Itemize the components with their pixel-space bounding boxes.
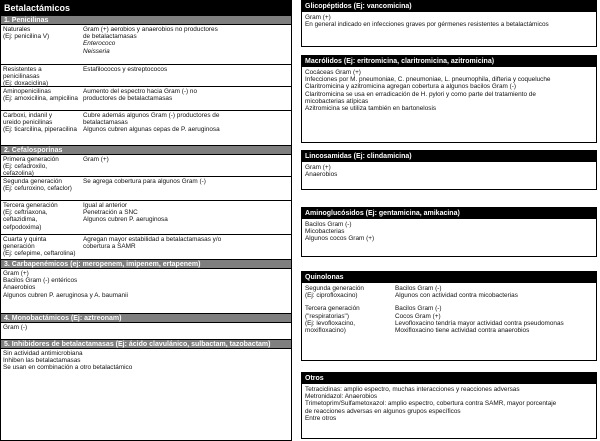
text-line: Anaerobios (305, 171, 338, 179)
text-line: Cubre además algunos Gram (-) productores de (83, 112, 220, 119)
table-row (1, 65, 291, 87)
box-content (302, 67, 596, 114)
box-title: Aminoglucósidos (Ej: gentamicina, amikacina) (302, 208, 596, 219)
text-line: Bacilos Gram (-) (305, 221, 352, 228)
text-line: (Ej: ticarcilina, piperacilina (3, 126, 77, 134)
penicilinas-table (1, 25, 291, 145)
text-line: betalactamasas (83, 119, 128, 127)
box-title: Macrólidos (Ej: eritromicina, claritromicina, azitromicina) (302, 56, 596, 67)
text-line: ureido penicilinas (3, 119, 53, 127)
text-line: Segunda generación (305, 285, 364, 292)
row-value (81, 87, 291, 110)
text-line: Gram (-) (3, 324, 28, 331)
section-header-cefalosporinas: 2. Cefalosporinas (1, 145, 291, 155)
table-row (1, 235, 291, 259)
row-label (1, 177, 81, 200)
row-label (1, 201, 81, 234)
text-line: cefpodoxima) (3, 223, 42, 231)
text-line: Cuarta y quinta generación (3, 236, 49, 251)
text-line: Primera generación (3, 156, 59, 163)
section-header-monobactamicos: 4. Monobactámicos (Ej: aztreonam) (1, 313, 291, 323)
carbapenemicos-content (1, 269, 291, 313)
text-line: (Ej: cefuroxino, cefaclor) (3, 185, 72, 193)
table-row (1, 87, 291, 111)
text-line: Igual al anterior (83, 202, 128, 209)
text-line: Algunos cubren P. aeruginosa (83, 216, 168, 224)
text-line: Metronidazol: Anaerobios (305, 393, 378, 401)
box-content (302, 12, 596, 30)
text-line: Bacilos Gram (-) (395, 305, 442, 313)
cefalosporinas-table (1, 155, 291, 259)
text-line: Algunos con actividad contra micobacterias (395, 292, 518, 300)
table-row (1, 177, 291, 201)
text-line: Cocos Gram (+) (395, 312, 441, 320)
text-line: Tercera generación (305, 305, 360, 313)
text-line: (Ej: penicilina V) (3, 33, 50, 41)
box-title: Otros (302, 373, 596, 384)
box-content (302, 162, 596, 180)
text-line: micobacterias atípicas (305, 97, 369, 105)
text-line: Enterococo (83, 40, 116, 48)
text-line: Moxifloxacino tiene actividad contra anaerobios (395, 327, 530, 335)
text-line: Gram (+) (305, 14, 331, 21)
box-content (302, 384, 596, 424)
text-line: Agregan mayor estabilidad a betalactamasas y/o (83, 236, 222, 243)
text-line: (Ej: ciprofloxacino) (305, 292, 358, 300)
row-value (81, 235, 291, 259)
text-line: ("respiratorias") (305, 312, 349, 320)
text-line: Bacilos Gram (-) (395, 285, 442, 292)
row-label (1, 235, 81, 259)
text-line: cobertura a SAMR (83, 243, 136, 251)
box-content (302, 283, 596, 336)
monobactamicos-content (1, 323, 291, 339)
glicopeptidos-box (301, 0, 597, 47)
text-line: Gram (+) (83, 156, 109, 163)
text-line: (Ej: ceftriaxona, ceftazidima, (3, 209, 50, 224)
macrolidos-box (301, 55, 597, 143)
text-line: Resistentes a penicilinasas (3, 66, 44, 81)
text-line: Naturales (3, 26, 31, 33)
row-value (81, 155, 291, 176)
table-row (305, 305, 593, 334)
row-value (81, 201, 291, 234)
text-line: Algunos cubren P. aeruginosa y A. baumanii (3, 291, 128, 299)
text-line: Aminopenicilinas (3, 88, 51, 95)
row-value (395, 305, 593, 334)
text-line: Estafilococos y estreptococos (83, 66, 168, 73)
text-line: Inhiben las betalactamasas (3, 357, 81, 365)
row-value (81, 177, 291, 200)
table-row (1, 201, 291, 235)
box-content (302, 219, 596, 245)
table-row (1, 155, 291, 177)
text-line: Cocáceas Gram (+) (305, 69, 361, 76)
text-line: Gram (+) aerobios y anaerobios no productores (83, 26, 218, 33)
row-label (305, 285, 395, 299)
text-line: Entre otros (305, 414, 337, 422)
box-title: Quinolonas (302, 272, 596, 283)
text-line: Levofloxacino tendría mayor actividad contra pseudomonas (395, 319, 564, 327)
quinolonas-box (301, 271, 597, 361)
text-line: de reacciones adversas en algunos grupos específicos (305, 407, 461, 415)
table-row (1, 111, 291, 145)
panel-title: Betalactámicos (1, 1, 291, 15)
section-header-penicilinas: 1. Penicilinas (1, 15, 291, 25)
text-line: moxifloxacino) (305, 327, 346, 335)
text-line: Trimetoprim/Sulfametoxazol: amplio espectro, cobertura contra SAMR, mayor porcentaje (305, 400, 557, 408)
aminoglucosidos-box (301, 207, 597, 257)
text-line: Penetración a SNC (83, 209, 138, 217)
table-row (305, 285, 593, 299)
text-line: (Ej: levofloxacino, (305, 319, 356, 327)
text-line: Neisseria (83, 47, 110, 55)
text-line: Claritromicina y azitromicina agregan cobertura a algunos bacilos Gram (-) (305, 83, 516, 91)
text-line: Anaerobios (3, 284, 36, 292)
text-line: Gram (+) (305, 164, 331, 171)
text-line: (Ej: amoxicilina, ampicilina (3, 95, 78, 103)
text-line: Algunos cocos Gram (+) (305, 235, 375, 243)
row-value (81, 25, 291, 64)
text-line: Azitromicina se utiliza también en bartonelosis (305, 105, 437, 113)
text-line: Gram (+) (3, 270, 29, 277)
box-title: Lincosamidas (Ej: clindamicina) (302, 151, 596, 162)
row-label (1, 25, 81, 64)
row-label (1, 87, 81, 110)
text-line: Tetraciclinas: amplio espectro, muchas interacciones y reacciones adversas (305, 386, 520, 393)
box-title: Glicopéptidos (Ej: vancomicina) (302, 1, 596, 12)
text-line: productores de betalactamasas (83, 95, 173, 103)
row-label (1, 111, 81, 145)
text-line: Segunda generación (3, 178, 62, 185)
table-row (1, 25, 291, 65)
row-label (1, 65, 81, 86)
text-line: Claritromicina se usa en erradicación de H. pylori y como parte del tratamiento de (305, 90, 536, 98)
lincosamidas-box (301, 150, 597, 190)
text-line: Tercera generación (3, 202, 58, 209)
text-line: Micobacterias (305, 228, 345, 236)
text-line: Carboxi, indanil y (3, 112, 53, 119)
betalactamicos-panel (0, 0, 292, 441)
section-header-inhibidores: 5. Inhibidores de betalactamasas (Ej: ácido clavulánico, sulbactam, tazobactam) (1, 339, 291, 349)
text-line: Sin actividad antimicrobiana (3, 350, 83, 357)
text-line: Se usan en combinación a otro betalactámico (3, 364, 133, 372)
row-label (305, 305, 395, 334)
text-line: En general indicado en infecciones graves por gérmenes resistentes a betalactámicos (305, 21, 549, 29)
other-antibiotics-panel (292, 0, 600, 441)
text-line: Bacilos Gram (-) entéricos (3, 277, 78, 285)
otros-box (301, 372, 597, 439)
text-line: (Ej: doxaciclina) (3, 80, 49, 88)
text-line: (Ej: cefadroxilo, cefazolina) (3, 163, 49, 178)
text-line: Infecciones por M. pneumoniae, C. pneumoniae, L. pneumophila, difteria y coqueluche (305, 76, 551, 84)
inhibidores-content (1, 349, 291, 373)
section-header-carbapenemicos: 3. Carbapenémicos (ej: meropenem, imipenem, ertapenem) (1, 259, 291, 269)
row-value (81, 111, 291, 145)
text-line: Se agrega cobertura para algunos Gram (-) (83, 178, 206, 185)
row-value (81, 65, 291, 86)
row-value (395, 285, 593, 299)
text-line: Algunos cubren algunas cepas de P. aeruginosa (83, 126, 220, 134)
text-line: (Ej: cefepime, ceftarolina) (3, 250, 76, 258)
row-label (1, 155, 81, 176)
text-line: Aumento del espectro hacia Gram (-) no (83, 88, 198, 95)
text-line: de betalactamasas (83, 33, 137, 41)
